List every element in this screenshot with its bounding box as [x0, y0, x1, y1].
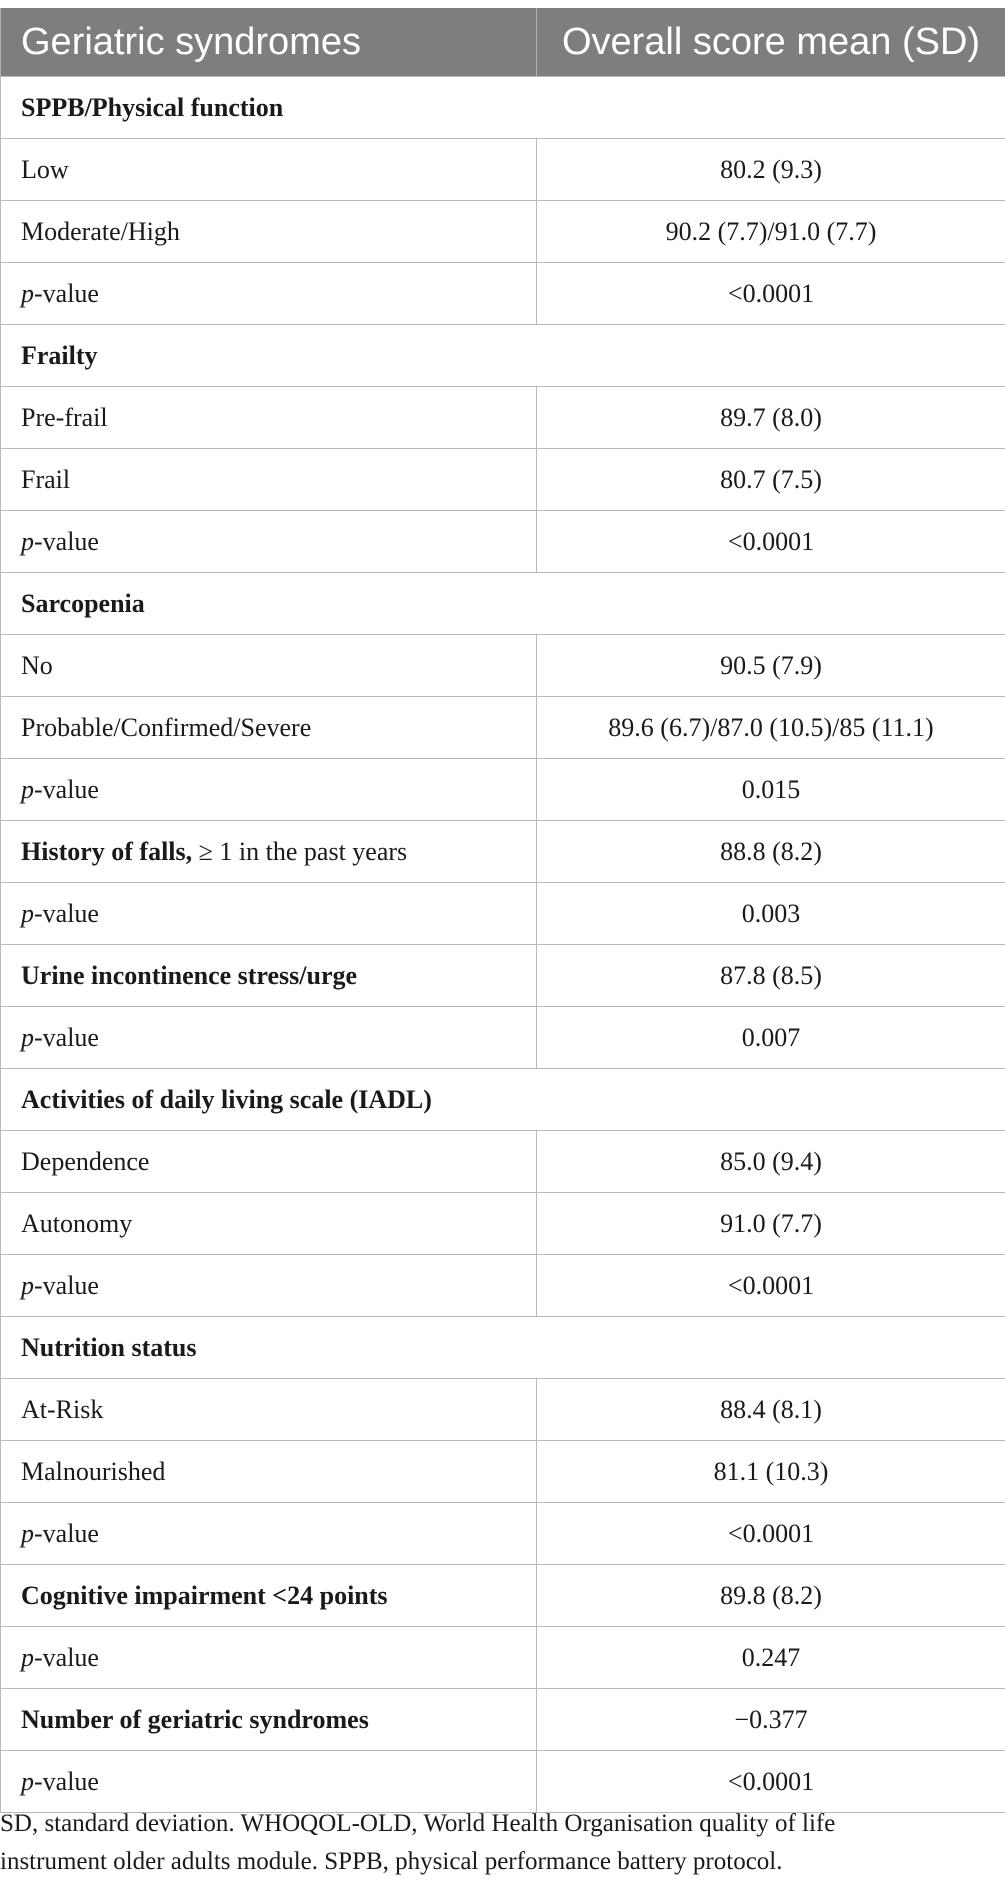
footnote-line-2: instrument older adults module. SPPB, physical performance battery protocol. [0, 1848, 783, 1875]
section-row-urine [1, 945, 1005, 1007]
section-title-cognitive: Cognitive impairment <24 points [1, 1565, 537, 1627]
p-italic: p [21, 1270, 34, 1300]
p-value-row [1, 263, 1005, 325]
row-label: Probable/Confirmed/Severe [1, 697, 537, 759]
table-row [1, 635, 1005, 697]
p-value-row [1, 1751, 1005, 1813]
table-footnote [0, 1805, 1000, 1881]
row-value: 88.4 (8.1) [537, 1379, 1005, 1441]
header-row [1, 8, 1005, 77]
section-row-iadl [1, 1069, 1005, 1131]
row-value: −0.377 [537, 1689, 1005, 1751]
p-value: 0.015 [537, 759, 1005, 821]
p-value: 0.003 [537, 883, 1005, 945]
table-row [1, 1379, 1005, 1441]
row-label: Malnourished [1, 1441, 537, 1503]
header-geriatric-syndromes: Geriatric syndromes [1, 8, 537, 77]
section-title-urine: Urine incontinence stress/urge [1, 945, 537, 1007]
row-label: Low [1, 139, 537, 201]
row-label: Autonomy [1, 1193, 537, 1255]
p-value: <0.0001 [537, 1255, 1005, 1317]
row-value: 91.0 (7.7) [537, 1193, 1005, 1255]
p-italic: p [21, 898, 34, 928]
table-header [1, 8, 1005, 77]
table-row [1, 387, 1005, 449]
row-label: Pre-frail [1, 387, 537, 449]
table-row [1, 1441, 1005, 1503]
p-italic: p [21, 1518, 34, 1548]
section-title-sarcopenia: Sarcopenia [1, 573, 1005, 635]
p-italic: p [21, 278, 34, 308]
p-suffix: -value [34, 898, 99, 928]
table-row [1, 139, 1005, 201]
p-value-label [1, 263, 537, 325]
p-italic: p [21, 1766, 34, 1796]
section-row-cognitive [1, 1565, 1005, 1627]
p-suffix: -value [34, 774, 99, 804]
p-value: 0.007 [537, 1007, 1005, 1069]
table-row [1, 1193, 1005, 1255]
section-row-number [1, 1689, 1005, 1751]
section-row-sarcopenia [1, 573, 1005, 635]
row-label: Dependence [1, 1131, 537, 1193]
p-suffix: -value [34, 1022, 99, 1052]
row-value: 88.8 (8.2) [537, 821, 1005, 883]
section-row-sppb [1, 77, 1005, 139]
section-title-falls [1, 821, 537, 883]
p-value: <0.0001 [537, 263, 1005, 325]
section-row-frailty [1, 325, 1005, 387]
header-overall-score: Overall score mean (SD) [537, 8, 1005, 77]
p-value-row [1, 1503, 1005, 1565]
falls-title-bold: History of falls, [21, 836, 193, 866]
section-title-nutrition: Nutrition status [1, 1317, 1005, 1379]
falls-title-rest: ≥ 1 in the past years [192, 836, 408, 866]
p-value-label [1, 1627, 537, 1689]
p-value-row [1, 883, 1005, 945]
p-italic: p [21, 774, 34, 804]
p-value-row [1, 759, 1005, 821]
p-value-row [1, 1627, 1005, 1689]
row-value: 87.8 (8.5) [537, 945, 1005, 1007]
p-value: <0.0001 [537, 1503, 1005, 1565]
p-value-label [1, 759, 537, 821]
row-value: 80.7 (7.5) [537, 449, 1005, 511]
row-value: 89.8 (8.2) [537, 1565, 1005, 1627]
row-label: Moderate/High [1, 201, 537, 263]
row-label: At-Risk [1, 1379, 537, 1441]
p-value: <0.0001 [537, 511, 1005, 573]
p-value-label [1, 883, 537, 945]
row-label: Frail [1, 449, 537, 511]
section-row-nutrition [1, 1317, 1005, 1379]
p-suffix: -value [34, 1518, 99, 1548]
p-value-row [1, 1007, 1005, 1069]
p-value: <0.0001 [537, 1751, 1005, 1813]
row-value: 89.6 (6.7)/87.0 (10.5)/85 (11.1) [537, 697, 1005, 759]
section-row-falls [1, 821, 1005, 883]
section-title-frailty: Frailty [1, 325, 1005, 387]
p-suffix: -value [34, 526, 99, 556]
p-value-row [1, 1255, 1005, 1317]
section-title-iadl: Activities of daily living scale (IADL) [1, 1069, 1005, 1131]
row-value: 89.7 (8.0) [537, 387, 1005, 449]
table-row [1, 449, 1005, 511]
section-title-number: Number of geriatric syndromes [1, 1689, 537, 1751]
p-italic: p [21, 1022, 34, 1052]
table-row [1, 1131, 1005, 1193]
table-row [1, 697, 1005, 759]
p-value-label [1, 1751, 537, 1813]
row-value: 80.2 (9.3) [537, 139, 1005, 201]
p-suffix: -value [34, 1642, 99, 1672]
p-value-label [1, 1007, 537, 1069]
p-italic: p [21, 1642, 34, 1672]
row-value: 81.1 (10.3) [537, 1441, 1005, 1503]
results-table-container [0, 8, 1005, 1813]
p-suffix: -value [34, 1270, 99, 1300]
row-value: 85.0 (9.4) [537, 1131, 1005, 1193]
row-value: 90.5 (7.9) [537, 635, 1005, 697]
p-value-row [1, 511, 1005, 573]
p-suffix: -value [34, 278, 99, 308]
section-title-sppb: SPPB/Physical function [1, 77, 1005, 139]
p-value-label [1, 511, 537, 573]
table-body [1, 77, 1005, 1813]
p-value-label [1, 1503, 537, 1565]
p-suffix: -value [34, 1766, 99, 1796]
row-label: No [1, 635, 537, 697]
p-value-label [1, 1255, 537, 1317]
footnote-line-1: SD, standard deviation. WHOQOL-OLD, World Health Organisation quality of life [0, 1810, 836, 1837]
row-value: 90.2 (7.7)/91.0 (7.7) [537, 201, 1005, 263]
table-row [1, 201, 1005, 263]
geriatric-syndromes-table [0, 8, 1005, 1813]
p-value: 0.247 [537, 1627, 1005, 1689]
p-italic: p [21, 526, 34, 556]
